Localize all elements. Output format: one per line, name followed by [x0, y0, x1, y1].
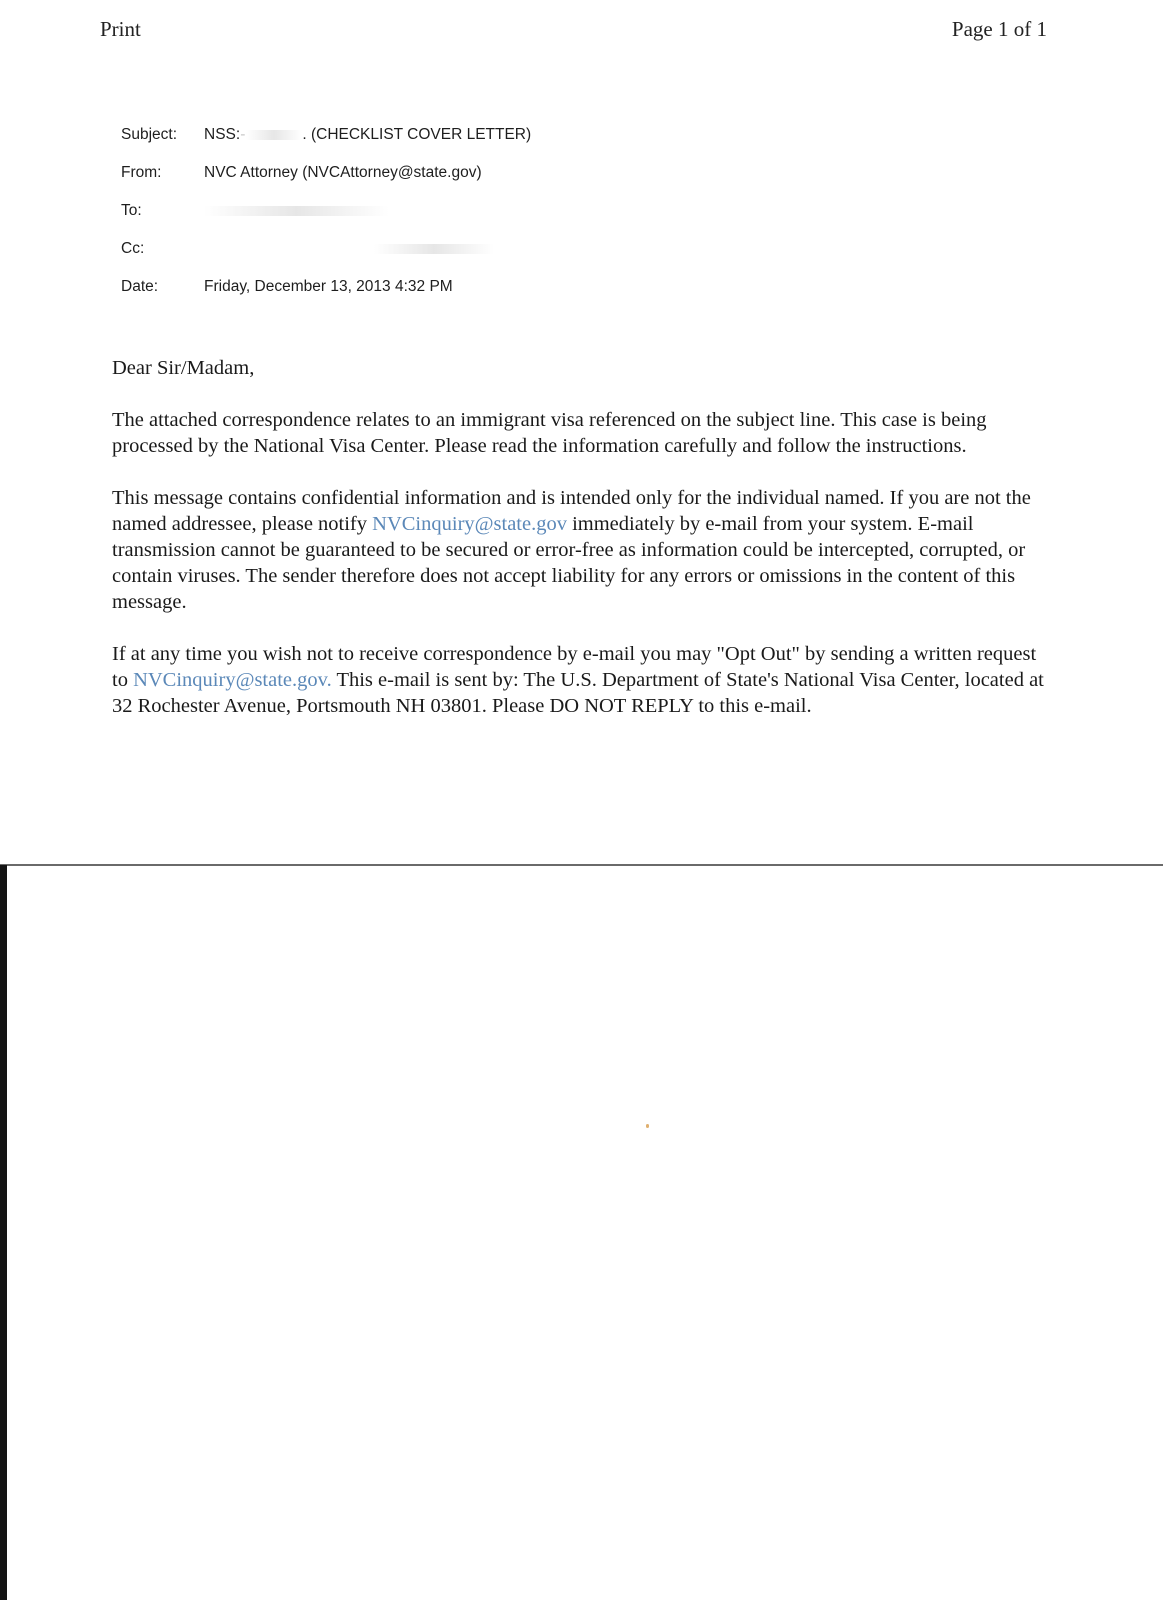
- cc-label: Cc:: [121, 240, 145, 257]
- email-body: [112, 355, 1057, 745]
- p2-text-a: This message contains confidential information and is intended only for the individual named. If you are not the named addressee, please notify: [112, 487, 1031, 535]
- p3-text-b: This e-mail is sent by: The U.S. Department of State's National Visa Center, located at 32 Rochester Avenue, Portsmouth NH 03801. Please DO NOT REPLY to this e-mail.: [112, 669, 1044, 717]
- subject-suffix: . (CHECKLIST COVER LETTER): [302, 126, 532, 143]
- p2-text-b: immediately by e-mail from your system. E-mail transmission cannot be guaranteed to be secured or error-free as information could be intercepted, corrupted, or contain viruses. The sender therefore does not accept liability for any errors or omissions in the content of this message.: [112, 513, 1026, 613]
- scan-speck: [646, 1124, 649, 1128]
- print-header: [100, 17, 1047, 47]
- to-label: To:: [121, 202, 142, 219]
- subject-prefix: NSS:: [204, 126, 241, 143]
- greeting: Dear Sir/Madam,: [112, 357, 255, 379]
- cc-redacted: [204, 240, 494, 258]
- paragraph-opt-out: [112, 641, 1057, 719]
- from-label: From:: [121, 164, 162, 181]
- nvc-inquiry-link-2[interactable]: NVCinquiry@state.gov.: [133, 669, 332, 691]
- print-label: Print: [100, 17, 141, 41]
- scan-divider-line: [0, 864, 1163, 866]
- date-label: Date:: [121, 278, 159, 295]
- page-number: Page 1 of 1: [951, 17, 1047, 41]
- from-value: NVC Attorney (NVCAttorney@state.gov): [204, 164, 482, 181]
- subject-redaction-mark: [246, 130, 302, 140]
- scan-edge-shadow: [0, 865, 7, 1600]
- date-value: Friday, December 13, 2013 4:32 PM: [204, 278, 453, 295]
- to-redacted: [204, 202, 389, 220]
- nvc-inquiry-link[interactable]: NVCinquiry@state.gov: [372, 513, 567, 535]
- paragraph-intro: The attached correspondence relates to an immigrant visa referenced on the subject line. This case is being processed by the National Visa Center. Please read the information carefully and follow the instructions.: [112, 409, 987, 457]
- paragraph-confidentiality: [112, 485, 1057, 615]
- subject-redacted: -: [240, 126, 247, 143]
- subject-label: Subject:: [121, 126, 178, 143]
- subject-value: [204, 126, 531, 144]
- p3-text-a: If at any time you wish not to receive correspondence by e-mail you may "Opt Out" by sending a written request to: [112, 643, 1037, 691]
